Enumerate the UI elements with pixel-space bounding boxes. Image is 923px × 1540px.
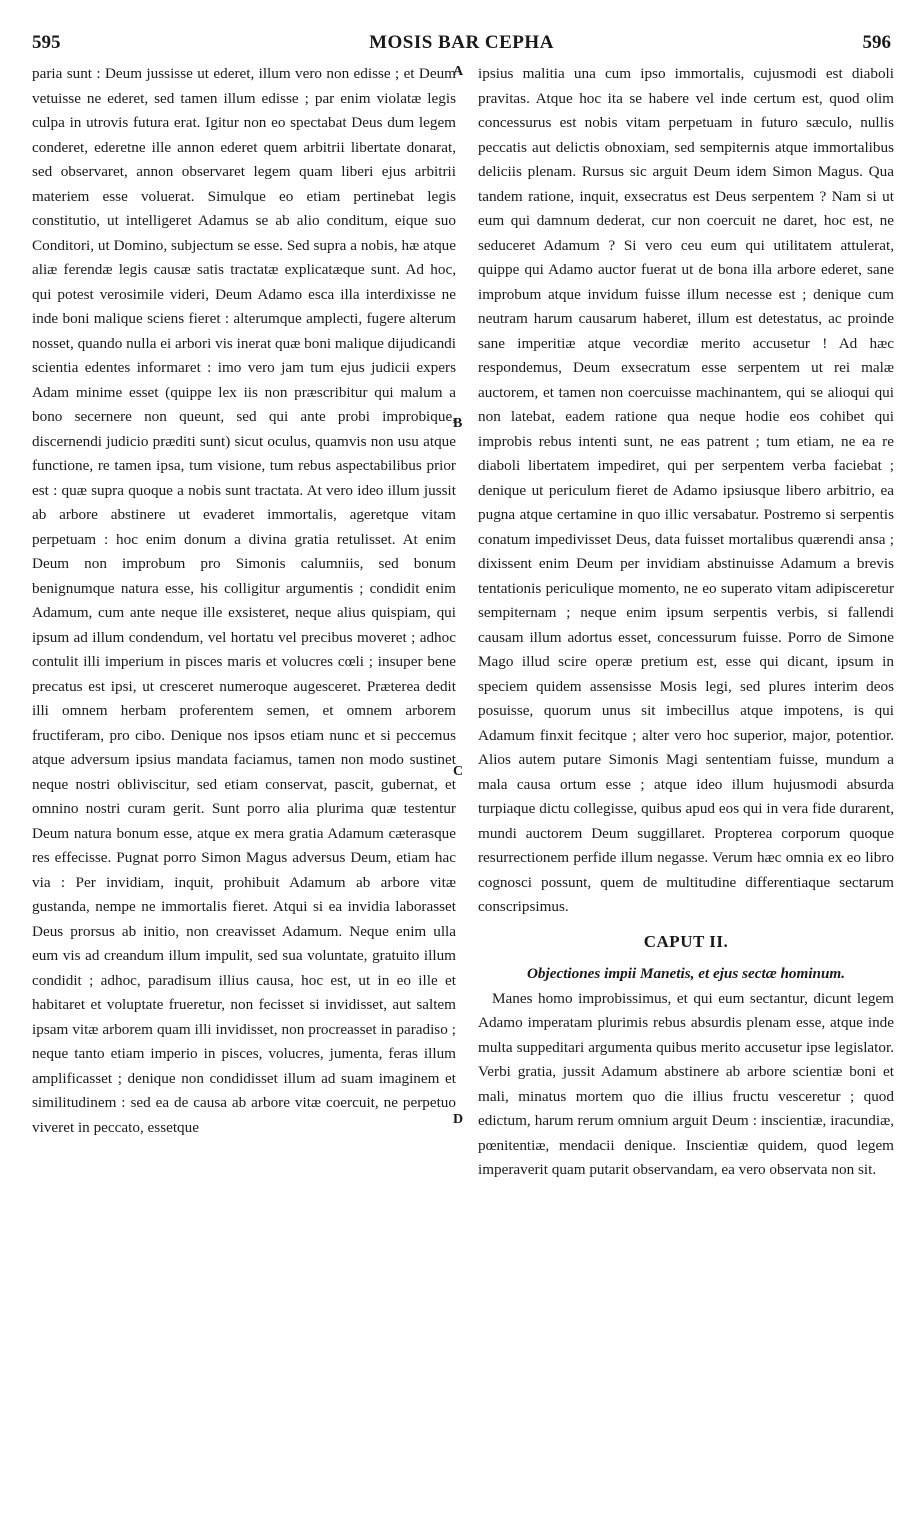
left-column <box>32 62 456 1140</box>
chapter-text: Manes homo improbissimus, et qui eum sectantur, dicunt legem Adamo imperatam plurimis rebus absurdis plenam esse, atque inde multa suppeditari argumenta quibus merito accusetur ipse legislator. Verbi gratia, jussit Adamum abstinere ab arbore scientiæ boni et mali, minatus mortem quo die illius fructu vesceretur ; quod edictum, harum rerum omnium arguit Deum : inscientiæ, iracundiæ, pœnitentiæ, mendacii denique. Inscientiæ quidem, quod legem imperaverit quam putarit observandam, ea vero observata non sit. <box>478 989 894 1178</box>
chapter-heading: CAPUT II. <box>643 931 729 951</box>
running-title: MOSIS BAR CEPHA <box>369 32 554 53</box>
page-number-left: 595 <box>32 32 61 53</box>
page-header <box>32 32 891 58</box>
right-column-text: ipsius malitia una cum ipso immortalis, cujusmodi est diaboli pravitas. Atque hoc ita se habere vel inde certum est, quod olim concessurus est nobis vitam perpetuam in futuro sæculo, nullis peccatis aut delictis obnoxiam, sed sempiternis atque immortalibus deliciis plenam. Rursus sic arguit Deum idem Simon Magus. Qua tandem ratione, inquit, exsecratus est Deus serpentem ? Nam si ut eum qui damnum dederat, cur non coercuit ne daret, hoc est, ne seduceret Adamum ? Si vero ceu eum qui utilitatem attulerat, quippe qui Adamo auctor fuerat ut de bona illa arbore ederet, sane improbum atque invidum fuisse illum necesse est ; denique cum neutram harum causarum haberet, illum est detestatus, ac proinde sane imperitiæ atque vecordiæ merito accusetur ! Ad hæc respondemus, Deum exsecratum esse serpentem ut rei malæ auctorem, et tamen non coercuisse machinantem, qui se alioqui qui non latebat, eadem ratione qua neque hodie eos cohibet qui improbis rebus intenti sunt, ne eas patrent ; tum etiam, ne ea re diaboli libertatem impediret, qui per serpentem verba faciebat ; denique ut periculum fieret de Adamo ipsiusque libero arbitrio, ea pugna atque certamine in quo illic versabatur. Postremo si serpentis conatum impedivisset Deus, data fuisset mortalibus quærendi ansa ; dixissent enim Deum per invidiam abstinuisse Adamum a brevis tentationis periculique momento, ne eo superato vitam adipisceretur sempiternam ; neque enim ipsum serpentis verbis, si fallendi causam illum adortus esset, concessurum fuisse. Porro de Simone Mago illud scire operæ pretium est, esse qui dicant, ipsum in speciem quidem assensisse Mosis legi, sed plures interim deos posuisse, quorum unus sit imbecillus atque impotens, is qui Adamum finxit fecitque ; alter vero hoc superior, major, potentior. Alios autem putare Simonis Magi sententiam fuisse, mundum a mala causa ortum esse ; atque ideo illum hujusmodi absurda turpiaque dictu collegisse, quibus apud eos qui in vera fide durarent, mundi auctorem Deum suggillaret. Propterea corporum quoque resurrectionem perfide illum negasse. Verum hæc omnia ex eo libro cognosci possunt, quem de multitudine differentiaque sectarum conscripsimus. <box>478 65 894 915</box>
left-column-text: paria sunt : Deum jussisse ut ederet, illum vero non edisse ; et Deum vetuisse ne ederet, sed tamen illum edisse ; par enim violatæ legis culpa in utrovis futura erat. Igitur non eo spectabat Deus dum legem conderet, ederetne ille annon ederet quem arbitrii libertate donarat, sed observaret, annon observaret legem quam liberi ejus arbitrii materiem esse voluerat. Simulque eo etiam pertinebat legis constitutio, ut intelligeret Adamus se ab alio conditum, eique suo Conditori, ut Domino, subjectum se esse. Sed supra a nobis, hæ atque aliæ ferendæ legis causæ satis tractatæ explicatæque sunt. Ad hoc, qui potest verosimile videri, Deum Adamo esca illa interdixisse ne inde boni malique sciens fieret : alterumque amplecti, fugere alterum nosset, quando nulla ei arbori vis inerat quæ boni malique dijudicandi scientia edentes informaret : imo vero jam tum ejus judicii expers Adam minime esset (quippe lex iis non præscribitur qui malum a bono secernere non queunt, sed qui ante probi improbique, discernendi judicio præditi sunt) sicut oculus, quamvis non usu atque functione, re tamen ipsa, tum visione, tum rebus aspectabilibus prior est : quæ supra quoque a nobis sunt tractata. At vero ideo illum jussit ab arbore abstinere ut evaderet immortalis, ageretque vitam perpetuam : hoc enim donum a divina gratia retulisset. At enim Deum non improbum pro Simonis calumniis, sed bonum benignumque natura esse, his colligitur argumentis ; condidit enim Adamum, cum ante neque ille exsisteret, neque alius quispiam, qui ipsum ad illum condendum, vel hortatu vel precibus moveret ; adhoc contulit illi imperium in pisces maris et volucres cœli ; insuper bene precatus est ipsi, ut cresceret numeroque augesceret. Præterea dedit illi omnem herbam proferentem semen, et omnem arborem fructiferam, pro cibo. Denique nos ipsos etiam nunc et si peccemus atque adversum ipsius mandata faciamus, tamen non modo sustinet neque nostri obliviscitur, sed etiam conservat, pascit, gubernat, et omnino nostri curam gerit. Sunt porro alia plurima quæ testentur Deum natura bonum esse, atque ex mera gratia Adamum cæterasque res effecisse. Pugnat porro Simon Magus adversus Deum, etiam hac via : Per invidiam, inquit, prohibuit Adamum ab arbore vitæ gustanda, nempe ne immortalis fieret. Atqui si ea invidia laborasset Deus prorsus ab initio, non creavisset Adamum. Neque enim ulla eum vis ad creandum illum impulit, sed sua voluntate, gratuito illum condidit ; adhoc, paradisum illius causa, hoc est, ut in eo ille et habitaret et voluptate frueretur, non fecisset si invidisset, aut saltem ipsam vitæ arborem quam illi invidisset, non procreasset in paradiso ; neque tanto etiam imperio in pisces, volucres, jumenta, feras illum amplificasset ; denique non condidisset illum ad suam imaginem et similitudinem : sed ea de causa ab arbore vitæ coercuit, ne perpetuo viveret in peccato, essetque <box>32 65 456 1136</box>
chapter-subtitle: Objectiones impii Manetis, et ejus sectæ hominum. <box>526 965 846 982</box>
margin-marker-a: A <box>453 64 464 79</box>
right-column <box>478 62 894 1183</box>
margin-marker-c: C <box>453 764 464 779</box>
margin-marker-b: B <box>453 416 463 431</box>
margin-marker-d: D <box>453 1112 464 1127</box>
page-number-right: 596 <box>862 32 891 53</box>
